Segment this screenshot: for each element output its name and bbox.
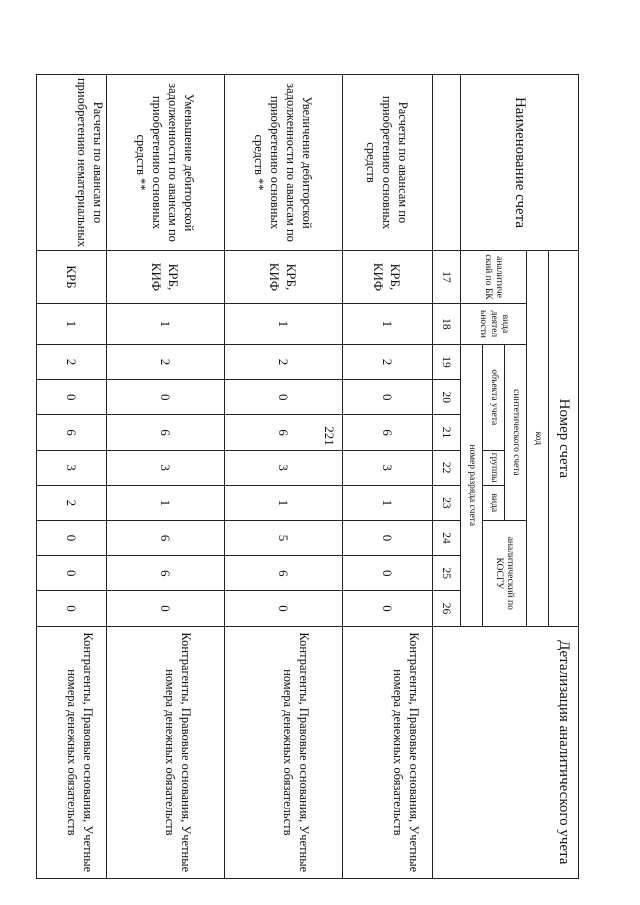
row-value: 0 (37, 591, 107, 626)
page-number: 221 (321, 426, 337, 446)
row-value: 6 (225, 415, 343, 450)
row-value: 2 (225, 344, 343, 379)
row-value: 0 (343, 556, 433, 591)
row-value: 0 (37, 556, 107, 591)
row-bk: КРБ, КИФ (107, 251, 225, 304)
digit-column-header: 26 (433, 591, 461, 626)
row-value: 1 (343, 303, 433, 344)
row-bk: КРБ, КИФ (225, 251, 343, 304)
row-bk: КРБ, КИФ (343, 251, 433, 304)
digit-column-header: 20 (433, 380, 461, 415)
row-name: Расчеты по авансам по приобретению основных средств (343, 75, 433, 251)
header-analytic-kosgu: аналитический по КОСГУ (483, 520, 527, 626)
header-kod: код (527, 251, 549, 627)
digit-column-header: 22 (433, 450, 461, 485)
table-row (225, 75, 343, 879)
row-value: 6 (225, 556, 343, 591)
accounts-table (36, 74, 579, 879)
row-value: 0 (107, 380, 225, 415)
row-value: 0 (343, 380, 433, 415)
digit-column-header: 19 (433, 344, 461, 379)
row-value: 0 (343, 591, 433, 626)
row-value: 1 (37, 303, 107, 344)
row-value: 2 (37, 485, 107, 520)
digit-column-header: 23 (433, 485, 461, 520)
row-value: 0 (343, 520, 433, 555)
header-synthetic: синтетического счета (505, 344, 527, 520)
row-name: Увеличение дебиторской задолженности по авансам по приобретению основных средств ** (225, 75, 343, 251)
row-value: 3 (37, 450, 107, 485)
digit-column-header: 24 (433, 520, 461, 555)
header-empty-cell (433, 75, 461, 251)
row-value: 5 (225, 520, 343, 555)
header-object: объекта учета (483, 344, 505, 450)
table-row (107, 75, 225, 879)
row-value: 0 (225, 380, 343, 415)
digit-column-header: 21 (433, 415, 461, 450)
table-row (37, 75, 107, 879)
header-digit-number: номер разряда счета (461, 344, 483, 626)
digit-column-header: 25 (433, 556, 461, 591)
row-name: Расчеты по авансам по приобретению нематериальных (37, 75, 107, 251)
header-analytic-bk: аналитиче ский по БК (461, 251, 527, 304)
row-value: 3 (107, 450, 225, 485)
row-value: 1 (225, 485, 343, 520)
header-group: группы (483, 450, 505, 485)
row-value: 0 (37, 380, 107, 415)
header-account-number: Номер счета (549, 251, 579, 627)
row-value: 3 (343, 450, 433, 485)
digit-column-header: 18 (433, 303, 461, 344)
row-value: 1 (107, 303, 225, 344)
row-value: 2 (343, 344, 433, 379)
row-value: 6 (343, 415, 433, 450)
row-value: 3 (225, 450, 343, 485)
row-value: 2 (37, 344, 107, 379)
row-value: 1 (107, 485, 225, 520)
rotated-table-wrapper (64, 74, 579, 879)
row-name: Уменьшение дебиторской задолженности по авансам по приобретению основных средств ** (107, 75, 225, 251)
header-name: Наименование счета (461, 75, 579, 251)
row-value: 6 (107, 520, 225, 555)
row-detail: Контрагенты, Правовые основания, Учетные номера денежных обязательств (37, 626, 107, 878)
row-detail: Контрагенты, Правовые основания, Учетные номера денежных обязательств (225, 626, 343, 878)
row-value: 0 (225, 591, 343, 626)
row-value: 6 (37, 415, 107, 450)
row-bk: КРБ (37, 251, 107, 304)
row-value: 1 (225, 303, 343, 344)
header-activity-type: вида деятел ьности (461, 303, 527, 344)
digit-column-header: 17 (433, 251, 461, 304)
row-value: 6 (107, 415, 225, 450)
header-detail: Детализация аналитического учета (433, 626, 579, 878)
row-value: 0 (107, 591, 225, 626)
row-value: 6 (107, 556, 225, 591)
row-value: 1 (343, 485, 433, 520)
row-value: 2 (107, 344, 225, 379)
row-detail: Контрагенты, Правовые основания, Учетные номера денежных обязательств (107, 626, 225, 878)
row-value: 0 (37, 520, 107, 555)
row-detail: Контрагенты, Правовые основания, Учетные номера денежных обязательств (343, 626, 433, 878)
header-kind: вида (483, 485, 505, 520)
table-row (343, 75, 433, 879)
